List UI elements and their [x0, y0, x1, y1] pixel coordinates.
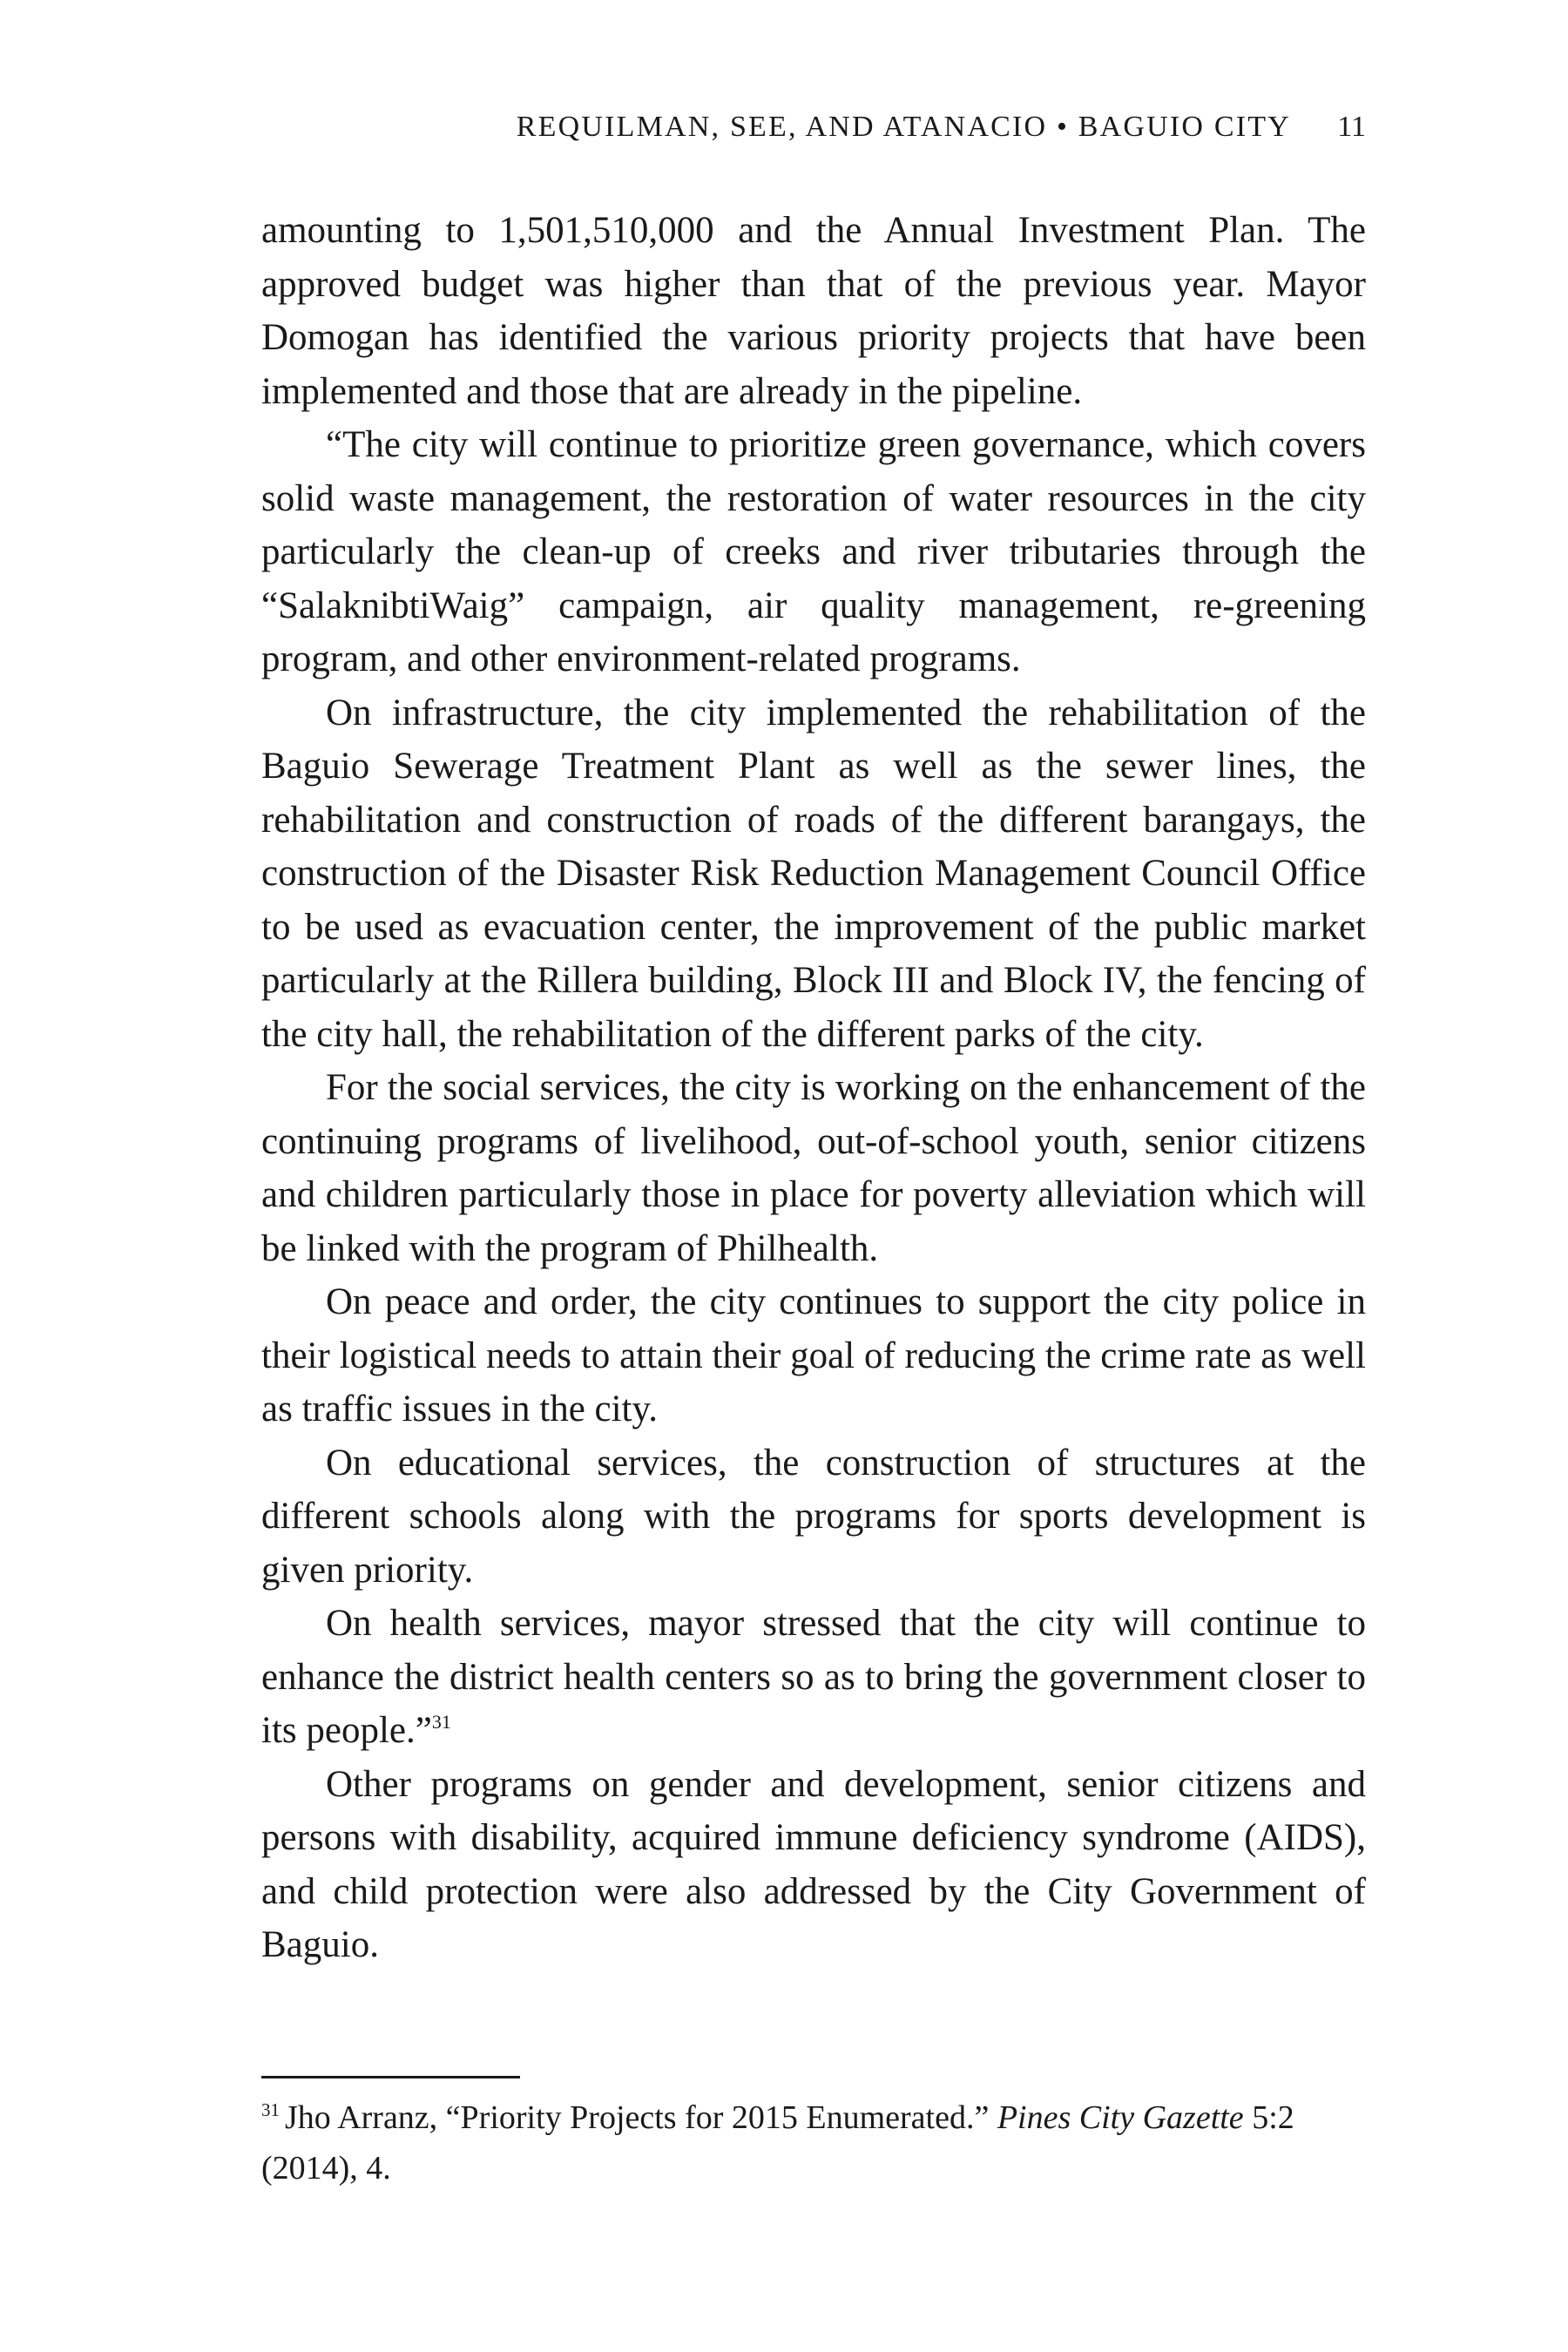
footnote-text-after: 5:2 (2014), 4.: [261, 2099, 1294, 2186]
paragraph-social-services: For the social services, the city is working on the enhancement of the continuing programs of livelihood, out-of-school youth, senior citizens and children particularly those in place for poverty alleviation which will be linked with the program of Philhealth.: [261, 1067, 1366, 1269]
footnote-source-title: Pines City Gazette: [997, 2099, 1244, 2136]
paragraph-continuation: amounting to 1,501,510,000 and the Annual Investment Plan. The approved budget was higher than that of the previous year. Mayor Domogan has identified the various priority projects that have been implemented and those that are already in the pipeline.: [261, 210, 1366, 412]
footnote-text-before: Jho Arranz, “Priority Projects for 2015 Enumerated.”: [285, 2099, 997, 2136]
paragraph-health-services-text: On health services, mayor stressed that the city will continue to enhance the district health centers so as to bring the government closer to its people.”: [261, 1603, 1366, 1751]
footnote: [261, 2092, 1366, 2193]
paragraph-peace-and-order: On peace and order, the city continues to support the city police in their logistical needs to attain their goal of reducing the crime rate as well as traffic issues in the city.: [261, 1281, 1366, 1429]
running-head: [261, 105, 1366, 150]
paragraph-health-services: [261, 1597, 1366, 1758]
footnote-divider: [261, 2076, 520, 2078]
paragraph-infrastructure: On infrastructure, the city implemented the rehabilitation of the Baguio Sewerage Treatment Plant as well as the sewer lines, the rehabilitation and construction of roads of the different barangays, the construction of the Disaster Risk Reduction Management Council Office to be used as evacuation center, the improvement of the public market particularly at the Rillera building, Block III and Block IV, the fencing of the city hall, the rehabilitation of the different parks of the city.: [261, 692, 1366, 1055]
paragraph-other-programs: Other programs on gender and development, senior citizens and persons with disability, acquired immune deficiency syndrome (AIDS), and child protection were also addressed by the City Government of Baguio.: [261, 1763, 1366, 1965]
footnote-number: 31: [261, 2099, 280, 2120]
page-number: 11: [1337, 111, 1366, 143]
paragraph-educational-services: On educational services, the construction of structures at the different schools along with the programs for sports development is given priority.: [261, 1442, 1366, 1591]
paragraph-green-governance: “The city will continue to prioritize green governance, which covers solid waste management, the restoration of water resources in the city particularly the clean-up of creeks and river tributaries through the “SalaknibtiWaig” campaign, air quality management, re-greening program, and other environment-related programs.: [261, 424, 1366, 679]
running-head-title: REQUILMAN, SEE, AND ATANACIO • BAGUIO CITY: [516, 111, 1291, 143]
body-text: [261, 204, 1366, 1972]
footnote-reference: 31: [431, 1711, 451, 1733]
